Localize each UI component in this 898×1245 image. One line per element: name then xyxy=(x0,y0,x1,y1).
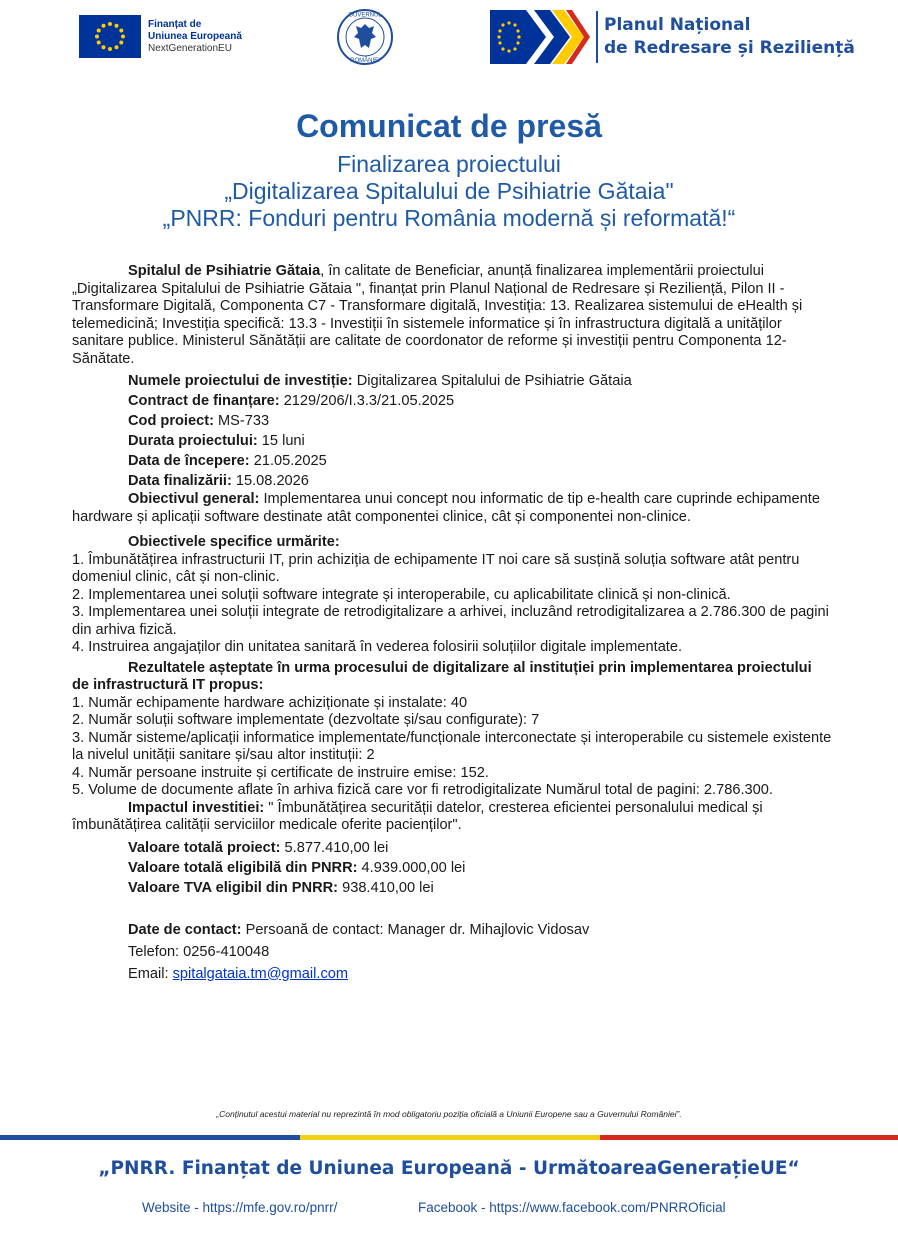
pnrr-text-line2: de Redresare și Reziliență xyxy=(604,38,855,58)
subtitle-line2: „Digitalizarea Spitalului de Psihiatrie Gătaia" xyxy=(224,178,674,204)
detail-row xyxy=(128,411,832,431)
detail-label: Data finalizării: xyxy=(128,473,232,489)
list-item: 3. Implementarea unei soluții integrate de retrodigitalizare a arhivei, incluzând retrodigitalizarea a 2.786.300 de pagini din arhiva fizică. xyxy=(72,604,829,638)
detail-row xyxy=(128,391,832,411)
page-title: Comunicat de presă xyxy=(296,108,602,144)
eu-flag-icon xyxy=(79,15,141,58)
detail-value: 2129/206/I.3.3/21.05.2025 xyxy=(279,393,455,409)
value-label: Valoare totală eligibilă din PNRR: xyxy=(128,859,358,876)
gov-seal-bottom-text: ROMÂNIEI xyxy=(350,58,380,64)
list-item: 5. Volume de documente aflate în arhiva fizică care vor fi retrodigitalizate Numărul total de pagini: 2.786.300. xyxy=(72,782,773,798)
value-label: Valoare TVA eligibil din PNRR: xyxy=(128,879,339,896)
eu-text-line3: NextGenerationEU xyxy=(148,42,232,54)
website-link[interactable]: Website - https://mfe.gov.ro/pnrr/ xyxy=(142,1200,338,1215)
eu-text-line1: Finanțat de xyxy=(148,18,202,30)
detail-value: MS-733 xyxy=(213,413,270,429)
pnrr-arrow-flag-icon xyxy=(490,10,590,64)
email-label: Email: xyxy=(128,965,173,982)
value-row xyxy=(128,838,832,858)
list-item: 2. Număr soluții software implementate (dezvoltate și/sau configurate): 7 xyxy=(72,712,540,728)
intro-paragraph xyxy=(72,263,832,368)
contact-email-row xyxy=(128,963,832,985)
investment-impact xyxy=(72,800,832,835)
subtitle-line1: Finalizarea proiectului xyxy=(337,151,561,177)
results-heading: Rezultatele așteptate în urma procesului de digitalizare al instituției prin implementarea proiectului de infrastructură IT propus: xyxy=(72,659,812,693)
footer-slogan: „PNRR. Finanțat de Uniunea Europeană - UrmătoareaGenerațieUE“ xyxy=(98,1158,800,1179)
contact-row xyxy=(128,919,832,941)
romanian-government-seal-icon xyxy=(336,8,394,66)
gov-seal-top-text: GUVERNUL xyxy=(348,12,382,19)
list-item: 1. Număr echipamente hardware achiziționate și instalate: 40 xyxy=(72,694,468,711)
press-release-body xyxy=(72,263,832,985)
value-amount: 938.410,00 lei xyxy=(338,879,434,896)
detail-label: Contract de finanțare: xyxy=(128,393,280,409)
intro-text: , în calitate de Beneficiar, anunță finalizarea implementării proiectului „Digitalizarea Spitalului de Psihiatrie Gătaia ", finanțat prin Planul Național de Redresare și Reziliență, Pilon II - Transformare Digitală, Componenta C7 - Transformare digitală, Investiția: 13. Realizarea sistemului de eHealth și telemedicină; Investiția specifică: 13.3 - Investiții în sistemele informatice și în infrastructura digitală a unităților sanitare publice. Ministerul Sănătății are calitate de coordonator de reforme și investiții pentru Componenta 12-Sănătate. xyxy=(72,263,803,367)
detail-label: Numele proiectului de investiție: xyxy=(128,373,353,389)
beneficiary-name: Spitalul de Psihiatrie Gătaia xyxy=(128,263,321,279)
general-objective-text: Implementarea unui concept nou informatic de tip e-health care cuprinde echipamente hardware și aplicații software destinate atât componentei clinice, cât și componentei non-clinice. xyxy=(72,491,820,525)
contact-person: Persoană de contact: Manager dr. Mihajlovic Vidosav xyxy=(241,921,590,938)
impact-label: Impactul investitiei: xyxy=(128,799,265,816)
detail-value: 15 luni xyxy=(257,433,305,449)
contact-phone: Telefon: 0256-410048 xyxy=(128,943,270,960)
pnrr-logo xyxy=(490,10,855,64)
contact-label: Date de contact: xyxy=(128,921,242,938)
list-item: 3. Număr sisteme/aplicații informatice implementate/funcționale interconectate și interoperabile cu sistemele existente la nivelul unității sanitare și/sau altor instituții: 2 xyxy=(72,729,832,763)
detail-label: Data de începere: xyxy=(128,453,250,469)
impact-text: " Îmbunătățirea securității datelor, cresterea eficientei personalului medical și îmbunătățirea calității serviciilor medicale oferite pacienților". xyxy=(72,799,763,833)
detail-value: 15.08.2026 xyxy=(231,473,309,489)
detail-label: Cod proiect: xyxy=(128,413,214,429)
value-amount: 4.939.000,00 lei xyxy=(357,859,466,876)
value-row xyxy=(128,858,832,878)
detail-row xyxy=(128,471,832,491)
general-objective-label: Obiectivul general: xyxy=(128,491,260,507)
tricolor-stripe xyxy=(0,1135,898,1140)
disclaimer: „Conținutul acestui material nu reprezintă în mod obligatoriu poziția oficială a Uniunii Europene sau a Guvernului României”. xyxy=(216,1109,682,1119)
list-item: 4. Număr persoane instruite și certificate de instruire emise: 152. xyxy=(72,764,489,781)
detail-value: Digitalizarea Spitalului de Psihiatrie Gătaia xyxy=(352,373,632,389)
detail-row xyxy=(128,431,832,451)
detail-row xyxy=(128,451,832,471)
value-row xyxy=(128,878,832,898)
subtitle-line3: „PNRR: Fonduri pentru România modernă și reformată!“ xyxy=(162,205,736,231)
detail-value: 21.05.2025 xyxy=(249,453,327,469)
list-item: 4. Instruirea angajaților din unitatea sanitară în vederea folosirii soluțiilor digitale implementate. xyxy=(72,639,683,655)
eu-funding-logo xyxy=(79,15,242,58)
specific-objectives-heading: Obiectivele specifice urmărite: xyxy=(128,534,340,550)
email-link[interactable]: spitalgataia.tm@gmail.com xyxy=(172,965,349,982)
value-amount: 5.877.410,00 lei xyxy=(280,839,389,856)
eu-text-line2: Uniunea Europeană xyxy=(148,30,242,42)
general-objective xyxy=(72,491,832,526)
pnrr-text-line1: Planul Național xyxy=(604,15,751,35)
facebook-link[interactable]: Facebook - https://www.facebook.com/PNRROficial xyxy=(418,1200,726,1215)
list-item: 2. Implementarea unei soluții software integrate și interoperabile, cu aplicabilitate clinică și non-clinică. xyxy=(72,586,731,603)
value-label: Valoare totală proiect: xyxy=(128,839,281,856)
detail-row xyxy=(128,371,832,391)
detail-label: Durata proiectului: xyxy=(128,433,258,449)
list-item: 1. Îmbunătățirea infrastructurii IT, prin achiziția de echipamente IT noi care să susțină soluția software atât pentru domeniul clinic, cât și non-clinic. xyxy=(72,551,800,585)
